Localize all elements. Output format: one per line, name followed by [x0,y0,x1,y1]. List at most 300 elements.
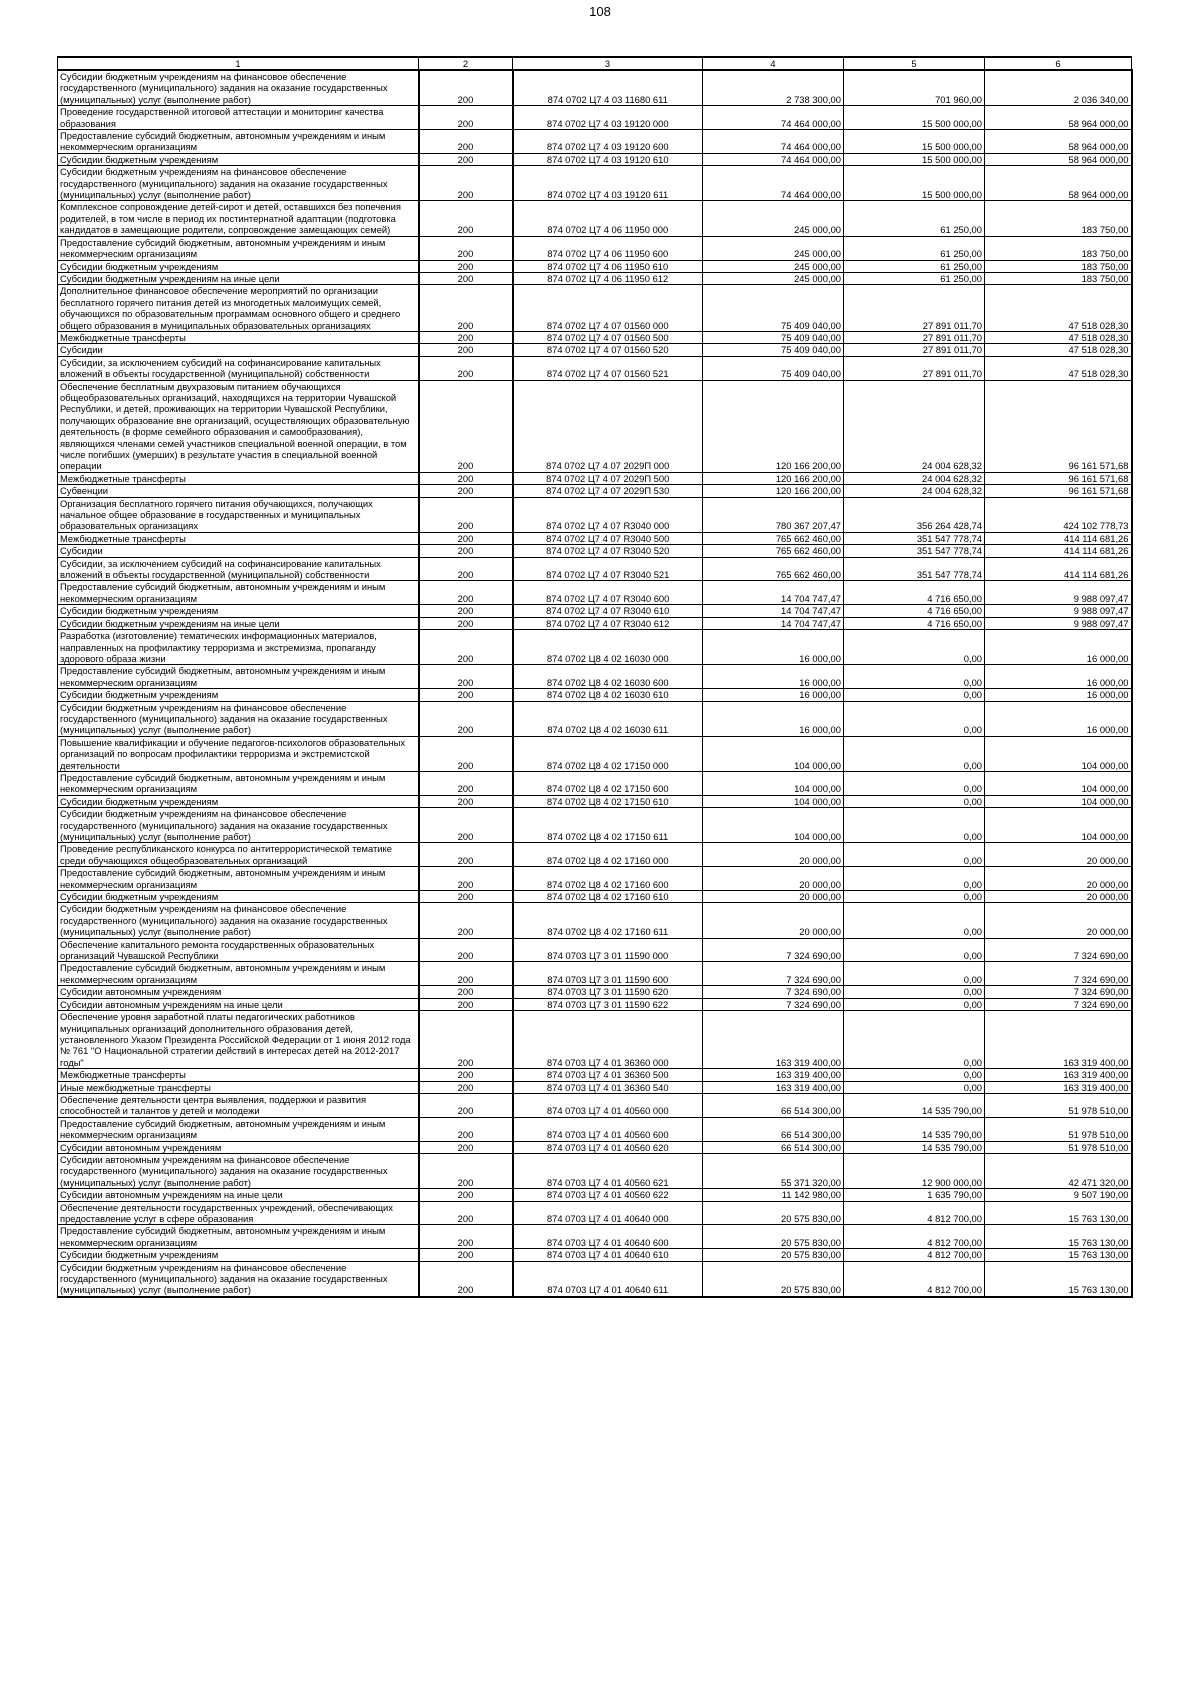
amount-cell: 104 000,00 [985,795,1132,807]
classification-code-cell: 874 0702 Ц8 4 02 17160 610 [513,891,703,903]
classification-code-cell: 874 0702 Ц7 4 07 01560 500 [513,331,703,343]
table-header-row [58,57,1132,70]
amount-cell: 58 964 000,00 [985,153,1132,165]
item-name-cell: Межбюджетные трансферты [58,532,419,544]
amount-cell: 424 102 778,73 [985,497,1132,532]
amount-cell: 0,00 [844,962,985,986]
table-row [58,1069,1132,1081]
classification-code-cell: 874 0703 Ц7 4 01 40640 000 [513,1201,703,1225]
classification-code-cell: 874 0702 Ц8 4 02 16030 000 [513,630,703,665]
amount-cell: 24 004 628,32 [844,472,985,484]
item-name-cell: Субсидии бюджетным учреждениям на финансовое обеспечение государственного (муниципального) задания на оказание государственных (муниципальных) услуг (выполнение работ) [58,903,419,938]
table-row [58,356,1132,380]
table-row [58,236,1132,260]
amount-cell: 16 000,00 [985,701,1132,736]
classification-code-cell: 874 0702 Ц7 4 06 11950 600 [513,236,703,260]
classification-code-cell: 874 0703 Ц7 4 01 40560 621 [513,1153,703,1188]
code-cell: 200 [419,130,513,154]
item-name-cell: Субсидии бюджетным учреждениям [58,891,419,903]
column-header: 3 [513,57,703,70]
amount-cell: 20 575 830,00 [703,1249,844,1261]
amount-cell: 27 891 011,70 [844,285,985,332]
amount-cell: 0,00 [844,1081,985,1093]
code-cell: 200 [419,867,513,891]
amount-cell: 4 812 700,00 [844,1249,985,1261]
amount-cell: 16 000,00 [703,689,844,701]
amount-cell: 4 716 650,00 [844,581,985,605]
classification-code-cell: 874 0702 Ц7 4 07 01560 520 [513,344,703,356]
classification-code-cell: 874 0702 Ц7 4 07 R3040 610 [513,605,703,617]
classification-code-cell: 874 0702 Ц7 4 03 19120 611 [513,166,703,201]
amount-cell: 414 114 681,26 [985,557,1132,581]
amount-cell: 15 500 000,00 [844,166,985,201]
column-header: 2 [419,57,513,70]
amount-cell: 61 250,00 [844,260,985,272]
classification-code-cell: 874 0702 Ц7 4 07 01560 521 [513,356,703,380]
code-cell: 200 [419,630,513,665]
code-cell: 200 [419,701,513,736]
table-row [58,665,1132,689]
amount-cell: 4 812 700,00 [844,1261,985,1297]
code-cell: 200 [419,998,513,1010]
amount-cell: 20 000,00 [985,843,1132,867]
amount-cell: 27 891 011,70 [844,331,985,343]
amount-cell: 27 891 011,70 [844,356,985,380]
classification-code-cell: 874 0702 Ц8 4 02 17160 611 [513,903,703,938]
code-cell: 200 [419,356,513,380]
column-header: 5 [844,57,985,70]
amount-cell: 765 662 460,00 [703,557,844,581]
column-header: 6 [985,57,1132,70]
classification-code-cell: 874 0702 Ц8 4 02 17160 000 [513,843,703,867]
amount-cell: 7 324 690,00 [703,986,844,998]
item-name-cell: Субсидии автономным учреждениям на иные цели [58,1189,419,1201]
item-name-cell: Субсидии, за исключением субсидий на софинансирование капитальных вложений в объекты государственной (муниципальной) собственности [58,557,419,581]
table-row [58,70,1132,106]
amount-cell: 351 547 778,74 [844,557,985,581]
item-name-cell: Субсидии автономным учреждениям на финансовое обеспечение государственного (муниципального) задания на оказание государственных (муниципальных) услуг (выполнение работ) [58,1153,419,1188]
item-name-cell: Субсидии автономным учреждениям [58,1141,419,1153]
classification-code-cell: 874 0703 Ц7 4 01 40560 000 [513,1093,703,1117]
classification-code-cell: 874 0702 Ц7 4 07 01560 000 [513,285,703,332]
classification-code-cell: 874 0702 Ц7 4 03 11680 611 [513,70,703,106]
amount-cell: 7 324 690,00 [985,962,1132,986]
item-name-cell: Межбюджетные трансферты [58,472,419,484]
amount-cell: 104 000,00 [703,795,844,807]
amount-cell: 0,00 [844,771,985,795]
item-name-cell: Разработка (изготовление) тематических информационных материалов, направленных на профилактику терроризма и экстремизма, пропаганду здорового образа жизни [58,630,419,665]
item-name-cell: Субсидии бюджетным учреждениям на финансовое обеспечение государственного (муниципального) задания на оказание государственных (муниципальных) услуг (выполнение работ) [58,808,419,843]
amount-cell: 9 507 190,00 [985,1189,1132,1201]
item-name-cell: Проведение республиканского конкурса по антитеррористической тематике среди обучающихся общеобразовательных организаций [58,843,419,867]
code-cell: 200 [419,771,513,795]
amount-cell: 245 000,00 [703,260,844,272]
amount-cell: 15 763 130,00 [985,1249,1132,1261]
table-row [58,617,1132,629]
table-row [58,998,1132,1010]
amount-cell: 2 036 340,00 [985,70,1132,106]
amount-cell: 4 716 650,00 [844,605,985,617]
amount-cell: 12 900 000,00 [844,1153,985,1188]
amount-cell: 104 000,00 [985,808,1132,843]
amount-cell: 163 319 400,00 [985,1069,1132,1081]
table-row [58,260,1132,272]
classification-code-cell: 874 0703 Ц7 3 01 11590 622 [513,998,703,1010]
amount-cell: 14 704 747,47 [703,581,844,605]
amount-cell: 16 000,00 [703,665,844,689]
amount-cell: 47 518 028,30 [985,285,1132,332]
amount-cell: 0,00 [844,630,985,665]
table-row [58,201,1132,236]
classification-code-cell: 874 0702 Ц8 4 02 17150 600 [513,771,703,795]
amount-cell: 2 738 300,00 [703,70,844,106]
table-row [58,605,1132,617]
classification-code-cell: 874 0703 Ц7 4 01 40640 600 [513,1225,703,1249]
item-name-cell: Предоставление субсидий бюджетным, автономным учреждениям и иным некоммерческим организациям [58,236,419,260]
amount-cell: 183 750,00 [985,236,1132,260]
classification-code-cell: 874 0702 Ц7 4 06 11950 612 [513,272,703,284]
amount-cell: 104 000,00 [985,771,1132,795]
table-row [58,497,1132,532]
code-cell: 200 [419,166,513,201]
amount-cell: 0,00 [844,867,985,891]
item-name-cell: Субсидии бюджетным учреждениям на финансовое обеспечение государственного (муниципального) задания на оказание государственных (муниципальных) услуг (выполнение работ) [58,70,419,106]
amount-cell: 780 367 207,47 [703,497,844,532]
code-cell: 200 [419,1069,513,1081]
code-cell: 200 [419,344,513,356]
amount-cell: 4 716 650,00 [844,617,985,629]
amount-cell: 7 324 690,00 [985,998,1132,1010]
code-cell: 200 [419,1153,513,1188]
amount-cell: 351 547 778,74 [844,532,985,544]
code-cell: 200 [419,285,513,332]
amount-cell: 24 004 628,32 [844,485,985,497]
amount-cell: 24 004 628,32 [844,380,985,472]
table-row [58,130,1132,154]
amount-cell: 42 471 320,00 [985,1153,1132,1188]
amount-cell: 20 575 830,00 [703,1225,844,1249]
amount-cell: 0,00 [844,665,985,689]
code-cell: 200 [419,472,513,484]
amount-cell: 120 166 200,00 [703,380,844,472]
code-cell: 200 [419,665,513,689]
table-row [58,581,1132,605]
code-cell: 200 [419,380,513,472]
code-cell: 200 [419,903,513,938]
amount-cell: 0,00 [844,938,985,962]
amount-cell: 15 763 130,00 [985,1225,1132,1249]
code-cell: 200 [419,843,513,867]
item-name-cell: Иные межбюджетные трансферты [58,1081,419,1093]
amount-cell: 47 518 028,30 [985,331,1132,343]
table-row [58,1249,1132,1261]
item-name-cell: Субсидии [58,545,419,557]
amount-cell: 163 319 400,00 [703,1069,844,1081]
item-name-cell: Предоставление субсидий бюджетным, автономным учреждениям и иным некоммерческим организациям [58,581,419,605]
table-row [58,285,1132,332]
amount-cell: 47 518 028,30 [985,344,1132,356]
amount-cell: 15 500 000,00 [844,130,985,154]
item-name-cell: Предоставление субсидий бюджетным, автономным учреждениям и иным некоммерческим организациям [58,771,419,795]
table-row [58,532,1132,544]
amount-cell: 75 409 040,00 [703,344,844,356]
item-name-cell: Организация бесплатного горячего питания обучающихся, получающих начальное общее образование в государственных и муниципальных образовательных организациях [58,497,419,532]
amount-cell: 1 635 790,00 [844,1189,985,1201]
amount-cell: 27 891 011,70 [844,344,985,356]
item-name-cell: Обеспечение деятельности центра выявления, поддержки и развития способностей и талантов у детей и молодежи [58,1093,419,1117]
table-row [58,630,1132,665]
table-row [58,472,1132,484]
code-cell: 200 [419,1261,513,1297]
amount-cell: 16 000,00 [703,630,844,665]
code-cell: 200 [419,236,513,260]
amount-cell: 7 324 690,00 [703,938,844,962]
amount-cell: 20 000,00 [985,867,1132,891]
amount-cell: 75 409 040,00 [703,285,844,332]
code-cell: 200 [419,986,513,998]
code-cell: 200 [419,485,513,497]
amount-cell: 4 812 700,00 [844,1225,985,1249]
table-row [58,153,1132,165]
classification-code-cell: 874 0702 Ц7 4 06 11950 610 [513,260,703,272]
table-row [58,557,1132,581]
amount-cell: 414 114 681,26 [985,545,1132,557]
amount-cell: 66 514 300,00 [703,1117,844,1141]
amount-cell: 7 324 690,00 [703,962,844,986]
item-name-cell: Межбюджетные трансферты [58,331,419,343]
classification-code-cell: 874 0702 Ц7 4 06 11950 000 [513,201,703,236]
column-header: 4 [703,57,844,70]
amount-cell: 14 704 747,47 [703,617,844,629]
classification-code-cell: 874 0703 Ц7 3 01 11590 000 [513,938,703,962]
amount-cell: 51 978 510,00 [985,1093,1132,1117]
item-name-cell: Субсидии бюджетным учреждениям на иные цели [58,272,419,284]
amount-cell: 74 464 000,00 [703,153,844,165]
amount-cell: 0,00 [844,736,985,771]
amount-cell: 0,00 [844,795,985,807]
amount-cell: 701 960,00 [844,70,985,106]
code-cell: 200 [419,1081,513,1093]
table-row [58,1153,1132,1188]
classification-code-cell: 874 0702 Ц8 4 02 16030 610 [513,689,703,701]
item-name-cell: Субсидии, за исключением субсидий на софинансирование капитальных вложений в объекты государственной (муниципальной) собственности [58,356,419,380]
amount-cell: 7 324 690,00 [985,986,1132,998]
table-row [58,1117,1132,1141]
item-name-cell: Субсидии бюджетным учреждениям [58,1249,419,1261]
item-name-cell: Обеспечение бесплатным двухразовым питанием обучающихся общеобразовательных организаций, находящихся на территории Чувашской Республики, и детей, проживающих на территории Чувашской Республики, получающих образование вне организаций, осуществляющих образовательную деятельность (в форме семейного образования и самообразования), являющихся членами семей участников специальной военной операции, в том числе погибших (умерших) в результате участия в специальной военной операции [58,380,419,472]
amount-cell: 14 535 790,00 [844,1117,985,1141]
classification-code-cell: 874 0702 Ц7 4 07 R3040 600 [513,581,703,605]
budget-execution-table [57,56,1133,1298]
amount-cell: 75 409 040,00 [703,356,844,380]
item-name-cell: Субсидии бюджетным учреждениям [58,795,419,807]
item-name-cell: Предоставление субсидий бюджетным, автономным учреждениям и иным некоммерческим организациям [58,962,419,986]
amount-cell: 120 166 200,00 [703,485,844,497]
code-cell: 200 [419,272,513,284]
code-cell: 200 [419,532,513,544]
code-cell: 200 [419,1201,513,1225]
item-name-cell: Субсидии бюджетным учреждениям на финансовое обеспечение государственного (муниципального) задания на оказание государственных (муниципальных) услуг (выполнение работ) [58,1261,419,1297]
item-name-cell: Субсидии бюджетным учреждениям на финансовое обеспечение государственного (муниципального) задания на оказание государственных (муниципальных) услуг (выполнение работ) [58,166,419,201]
amount-cell: 183 750,00 [985,260,1132,272]
item-name-cell: Предоставление субсидий бюджетным, автономным учреждениям и иным некоммерческим организациям [58,1117,419,1141]
item-name-cell: Субсидии автономным учреждениям на иные цели [58,998,419,1010]
amount-cell: 14 535 790,00 [844,1093,985,1117]
table-row [58,1201,1132,1225]
amount-cell: 104 000,00 [703,808,844,843]
classification-code-cell: 874 0703 Ц7 4 01 40560 620 [513,1141,703,1153]
amount-cell: 74 464 000,00 [703,166,844,201]
classification-code-cell: 874 0702 Ц7 4 03 19120 610 [513,153,703,165]
amount-cell: 16 000,00 [985,630,1132,665]
amount-cell: 104 000,00 [985,736,1132,771]
amount-cell: 0,00 [844,1069,985,1081]
code-cell: 200 [419,1249,513,1261]
amount-cell: 11 142 980,00 [703,1189,844,1201]
item-name-cell: Обеспечение уровня заработной платы педагогических работников муниципальных организаций дополнительного образования детей, установленного Указом Президента Российской Федерации от 1 июня 2012 года № 761 "О Национальной стратегии действий в интересах детей на 2012-2017 годы" [58,1011,419,1069]
table-row [58,380,1132,472]
amount-cell: 183 750,00 [985,272,1132,284]
classification-code-cell: 874 0702 Ц7 4 07 2029П 500 [513,472,703,484]
amount-cell: 0,00 [844,1011,985,1069]
amount-cell: 104 000,00 [703,771,844,795]
code-cell: 200 [419,808,513,843]
code-cell: 200 [419,331,513,343]
classification-code-cell: 874 0702 Ц8 4 02 16030 600 [513,665,703,689]
amount-cell: 16 000,00 [703,701,844,736]
amount-cell: 0,00 [844,808,985,843]
table-row [58,843,1132,867]
amount-cell: 74 464 000,00 [703,130,844,154]
page-number: 108 [589,4,611,19]
classification-code-cell: 874 0702 Ц7 4 07 R3040 612 [513,617,703,629]
amount-cell: 356 264 428,74 [844,497,985,532]
amount-cell: 20 575 830,00 [703,1261,844,1297]
item-name-cell: Обеспечение деятельности государственных учреждений, обеспечивающих предоставление услуг в сфере образования [58,1201,419,1225]
amount-cell: 765 662 460,00 [703,545,844,557]
code-cell: 200 [419,891,513,903]
item-name-cell: Субвенции [58,485,419,497]
table-row [58,962,1132,986]
amount-cell: 351 547 778,74 [844,545,985,557]
classification-code-cell: 874 0703 Ц7 4 01 36360 500 [513,1069,703,1081]
table-row [58,808,1132,843]
amount-cell: 9 988 097,47 [985,581,1132,605]
table-row [58,986,1132,998]
code-cell: 200 [419,201,513,236]
code-cell: 200 [419,605,513,617]
code-cell: 200 [419,938,513,962]
classification-code-cell: 874 0703 Ц7 3 01 11590 620 [513,986,703,998]
table-row [58,344,1132,356]
amount-cell: 183 750,00 [985,201,1132,236]
amount-cell: 0,00 [844,689,985,701]
classification-code-cell: 874 0703 Ц7 4 01 40640 611 [513,1261,703,1297]
classification-code-cell: 874 0702 Ц7 4 07 R3040 500 [513,532,703,544]
classification-code-cell: 874 0703 Ц7 4 01 36360 000 [513,1011,703,1069]
classification-code-cell: 874 0702 Ц8 4 02 17150 000 [513,736,703,771]
code-cell: 200 [419,736,513,771]
table-row [58,701,1132,736]
amount-cell: 96 161 571,68 [985,472,1132,484]
code-cell: 200 [419,497,513,532]
amount-cell: 163 319 400,00 [985,1011,1132,1069]
amount-cell: 58 964 000,00 [985,130,1132,154]
amount-cell: 4 812 700,00 [844,1201,985,1225]
item-name-cell: Проведение государственной итоговой аттестации и мониторинг качества образования [58,106,419,130]
classification-code-cell: 874 0702 Ц7 4 07 R3040 520 [513,545,703,557]
item-name-cell: Субсидии бюджетным учреждениям [58,153,419,165]
classification-code-cell: 874 0702 Ц8 4 02 17150 611 [513,808,703,843]
table-row [58,1081,1132,1093]
code-cell: 200 [419,1225,513,1249]
amount-cell: 47 518 028,30 [985,356,1132,380]
amount-cell: 15 500 000,00 [844,153,985,165]
amount-cell: 20 000,00 [703,903,844,938]
amount-cell: 14 704 747,47 [703,605,844,617]
amount-cell: 163 319 400,00 [703,1011,844,1069]
classification-code-cell: 874 0702 Ц7 4 07 R3040 521 [513,557,703,581]
amount-cell: 16 000,00 [985,689,1132,701]
classification-code-cell: 874 0703 Ц7 4 01 40640 610 [513,1249,703,1261]
amount-cell: 765 662 460,00 [703,532,844,544]
table-row [58,689,1132,701]
code-cell: 200 [419,962,513,986]
code-cell: 200 [419,689,513,701]
amount-cell: 16 000,00 [985,665,1132,689]
classification-code-cell: 874 0703 Ц7 4 01 40560 600 [513,1117,703,1141]
table-row [58,485,1132,497]
amount-cell: 0,00 [844,843,985,867]
column-header: 1 [58,57,419,70]
amount-cell: 7 324 690,00 [703,998,844,1010]
table-row [58,272,1132,284]
table-body [58,70,1132,1297]
table-row [58,1093,1132,1117]
amount-cell: 61 250,00 [844,272,985,284]
amount-cell: 20 000,00 [703,867,844,891]
item-name-cell: Дополнительное финансовое обеспечение мероприятий по организации бесплатного горячего питания детей из многодетных малоимущих семей, обучающихся по образовательным программам основного общего и среднего общего образования в муниципальных образовательных организациях [58,285,419,332]
amount-cell: 0,00 [844,701,985,736]
amount-cell: 15 500 000,00 [844,106,985,130]
code-cell: 200 [419,617,513,629]
amount-cell: 414 114 681,26 [985,532,1132,544]
amount-cell: 245 000,00 [703,272,844,284]
amount-cell: 61 250,00 [844,236,985,260]
amount-cell: 0,00 [844,891,985,903]
amount-cell: 74 464 000,00 [703,106,844,130]
table-row [58,1225,1132,1249]
classification-code-cell: 874 0703 Ц7 4 01 36360 540 [513,1081,703,1093]
item-name-cell: Субсидии автономным учреждениям [58,986,419,998]
amount-cell: 58 964 000,00 [985,106,1132,130]
code-cell: 200 [419,260,513,272]
code-cell: 200 [419,557,513,581]
amount-cell: 163 319 400,00 [985,1081,1132,1093]
item-name-cell: Комплексное сопровождение детей-сирот и детей, оставшихся без попечения родителей, в том числе в период их постинтернатной адаптации (подготовка кандидатов в замещающие родители, сопровождение замещающих семей) [58,201,419,236]
amount-cell: 20 575 830,00 [703,1201,844,1225]
item-name-cell: Субсидии бюджетным учреждениям [58,260,419,272]
amount-cell: 9 988 097,47 [985,617,1132,629]
table-row [58,736,1132,771]
amount-cell: 15 763 130,00 [985,1201,1132,1225]
code-cell: 200 [419,1117,513,1141]
amount-cell: 0,00 [844,903,985,938]
item-name-cell: Субсидии бюджетным учреждениям [58,689,419,701]
amount-cell: 15 763 130,00 [985,1261,1132,1297]
item-name-cell: Предоставление субсидий бюджетным, автономным учреждениям и иным некоммерческим организациям [58,130,419,154]
amount-cell: 245 000,00 [703,236,844,260]
